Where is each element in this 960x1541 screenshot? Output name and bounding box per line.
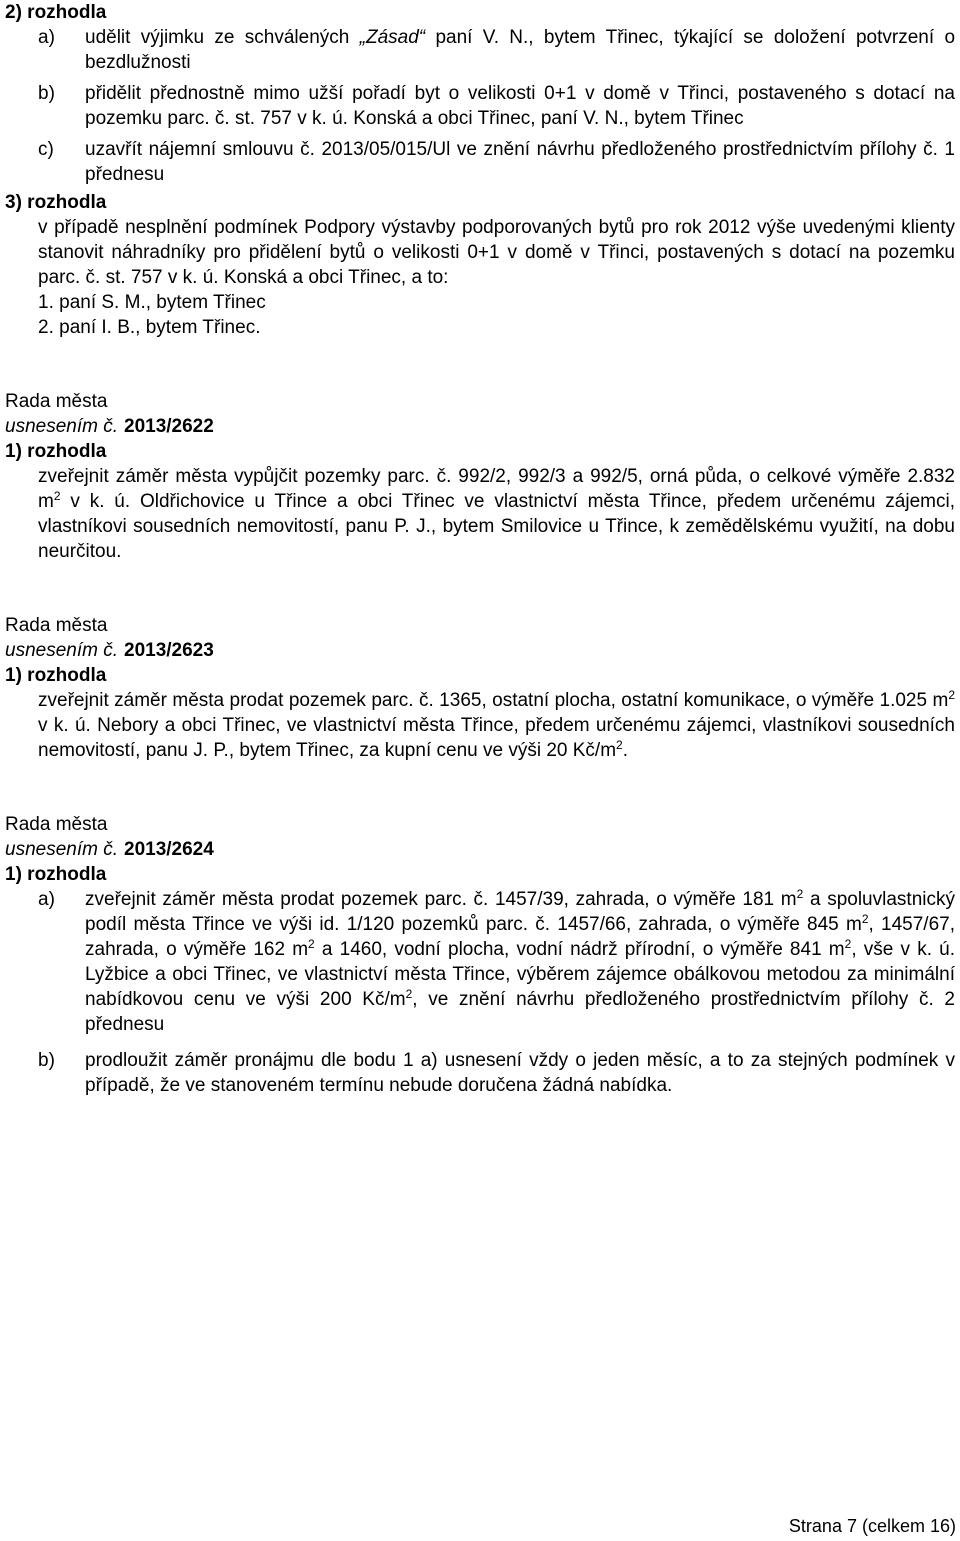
section-3-heading: 3) rozhodla bbox=[5, 192, 107, 213]
item-2624a-text: zveřejnit záměr města prodat pozemek parc. č. 1457/39, zahrada, o výměře 181 $m^2$ a spoluvlastnický podíl města Třince ve výši id. 1/120 pozemků parc. č. 1457/66, zahrada, o výměře 845 $m^2$, 1457/67, zahrada, o výměře 162 $m^2$ a 1460, vodní plocha, vodní nádrž přírodní, o výměře 841 $m^2$, vše v k. ú. Lyžbice a obci Třinec, ve vlastnictví města Třince, výběrem zájemce obálkovou metodou za minimální nabídkovou cenu ve výši 200 $Kč/m^2$, ve znění návrhu předloženého prostřednictvím přílohy č. 2 přednesu bbox=[85, 887, 955, 1035]
item-2b bbox=[5, 81, 955, 131]
item-2c-text: uzavřít nájemní smlouvu č. 2013/05/015/Ul ve znění návrhu předloženého prostřednictvím přílohy č. 1 přednesu bbox=[85, 139, 955, 185]
section-3-item-2: 2. paní I. B., bytem Třinec. bbox=[38, 317, 261, 338]
item-2c-label: c) bbox=[38, 139, 54, 160]
section-3-body bbox=[5, 215, 955, 340]
item-2c bbox=[5, 137, 955, 187]
item-2a bbox=[5, 25, 955, 75]
resolution-header-2622: usnesením č. 2013/2622 bbox=[5, 416, 214, 437]
resolution-2622-text: zveřejnit záměr města vypůjčit pozemky parc. č. 992/2, 992/3 a 992/5, orná půda, o celkové výměře 2.832 $m^2$ v k. ú. Oldřichovice u Třince a obci Třinec ve vlastnictví města Třince, předem určenému zájemci, vlastníkovi sousedních nemovitostí, panu P. J., bytem Smilovice u Třince, k zemědělskému využití, na dobu neurčitou. bbox=[38, 466, 955, 562]
section-2-heading: 2) rozhodla bbox=[5, 2, 107, 23]
item-2b-label: b) bbox=[38, 83, 55, 104]
item-2b-text: přidělit přednostně mimo užší pořadí byt o velikosti 0+1 v domě v Třinci, postaveného s dotací na pozemku parc. č. st. 757 v k. ú. Konská a obci Třinec, paní V. N., bytem Třinec bbox=[85, 83, 955, 129]
resolution-2623-heading: 1) rozhodla bbox=[5, 665, 107, 686]
council-label-2622: Rada města bbox=[5, 391, 108, 412]
page-number: Strana 7 (celkem 16) bbox=[788, 1516, 956, 1536]
item-2624a bbox=[5, 887, 955, 1037]
document-page bbox=[5, 0, 955, 1098]
resolution-2622-heading: 1) rozhodla bbox=[5, 441, 107, 462]
resolution-header-2624: usnesením č. 2013/2624 bbox=[5, 839, 214, 860]
item-2a-text: udělit výjimku ze schválených „Zásad“ paní V. N., bytem Třinec, týkající se doložení potvrzení o bezdlužnosti bbox=[85, 27, 956, 73]
item-2624b-text: prodloužit záměr pronájmu dle bodu 1 a) usnesení vždy o jeden měsíc, a to za stejných podmínek v případě, že ve stanoveném termínu nebude doručena žádná nabídka. bbox=[85, 1050, 955, 1096]
item-2624b bbox=[5, 1048, 955, 1098]
item-2624a-label: a) bbox=[38, 889, 55, 910]
council-label-2623: Rada města bbox=[5, 615, 108, 636]
resolution-header-2623: usnesením č. 2013/2623 bbox=[5, 640, 214, 661]
council-label-2624: Rada města bbox=[5, 814, 108, 835]
resolution-2623-text: zveřejnit záměr města prodat pozemek parc. č. 1365, ostatní plocha, ostatní komunikace, o výměře 1.025 $m^2$ v k. ú. Nebory a obci Třinec, ve vlastnictví města Třince, předem určenému zájemci, vlastníkovi sousedních nemovitostí, panu J. P., bytem Třinec, za kupní cenu ve výši 20 $Kč/m^2$. bbox=[38, 688, 955, 761]
section-3-item-1: 1. paní S. M., bytem Třinec bbox=[38, 292, 266, 313]
section-3-text: v případě nesplnění podmínek Podpory výstavby podporovaných bytů pro rok 2012 výše uvedenými klienty stanovit náhradníky pro přidělení bytů o velikosti 0+1 v domě v Třinci, postavených s dotací na pozemku parc. č. st. 757 v k. ú. Konská a obci Třinec, a to: bbox=[38, 217, 955, 288]
item-2624b-label: b) bbox=[38, 1050, 55, 1071]
item-2a-label: a) bbox=[38, 27, 55, 48]
resolution-2624-heading: 1) rozhodla bbox=[5, 864, 107, 885]
